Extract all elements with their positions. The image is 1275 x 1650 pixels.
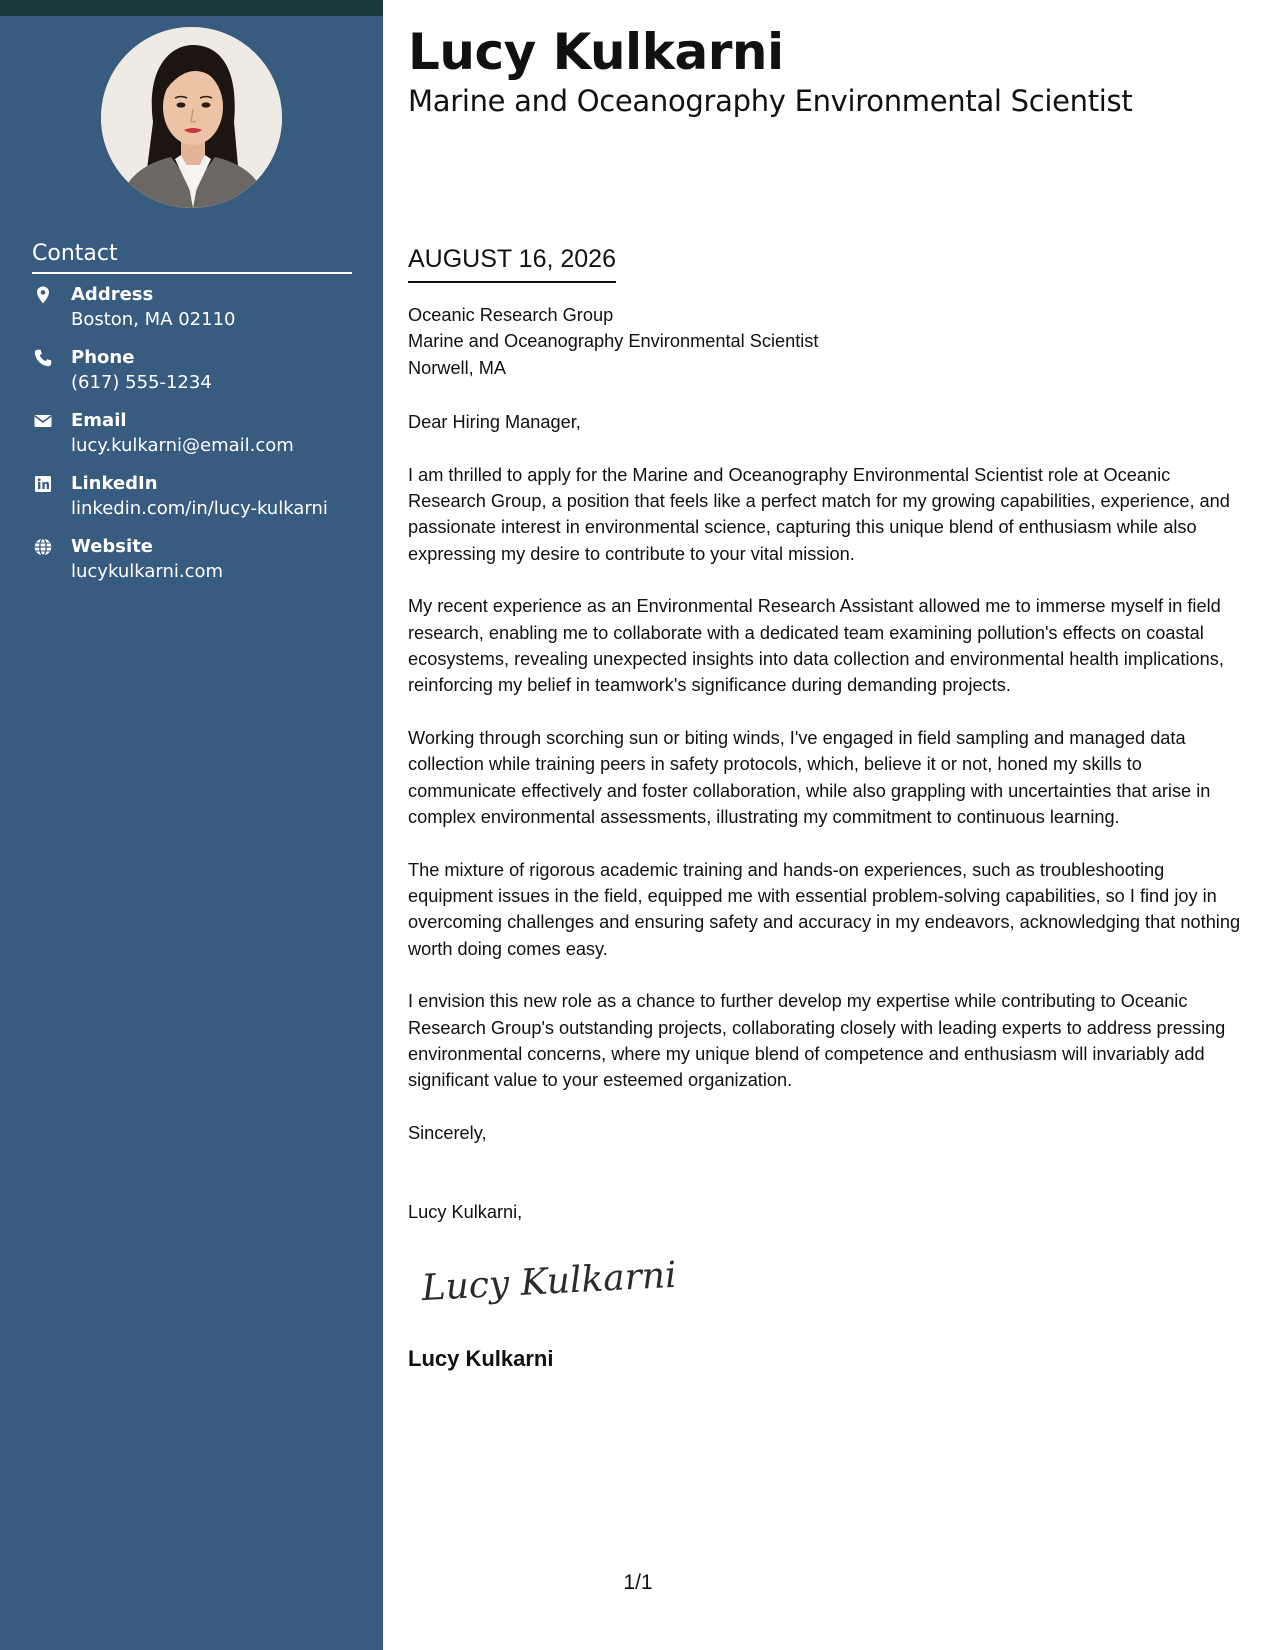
- recipient-company: Oceanic Research Group: [408, 305, 614, 325]
- contact-label: Address: [71, 284, 154, 305]
- profile-photo: [101, 27, 282, 208]
- linkedin-icon: [34, 475, 52, 493]
- signature-text: Lucy Kulkarni: [420, 1254, 678, 1310]
- letter-date: AUGUST 16, 2026: [408, 243, 616, 283]
- closing: Sincerely,: [408, 1122, 487, 1143]
- handwritten-signature: [418, 1250, 678, 1320]
- sign-off-name: Lucy Kulkarni,: [408, 1202, 523, 1223]
- body-paragraph: The mixture of rigorous academic training and hands-on experiences, such as troubleshooting equipment issues in the field, equipped me with essential problem-solving capabilities, so I find joy in overcoming challenges and ensuring safety and accuracy in my endeavors, acknowledging that nothing worth doing comes easy.: [408, 859, 1241, 959]
- address-value: Boston, MA 02110: [71, 309, 236, 330]
- contact-heading: Contact: [32, 240, 352, 274]
- contact-item-website: [32, 536, 362, 599]
- contact-list: [32, 284, 362, 599]
- envelope-icon: [34, 412, 52, 430]
- candidate-name: Lucy Kulkarni: [408, 23, 784, 81]
- phone-icon: [34, 349, 52, 367]
- website-value[interactable]: lucykulkarni.com: [71, 561, 224, 582]
- contact-item-address: [32, 284, 362, 347]
- contact-label: LinkedIn: [71, 473, 158, 494]
- contact-label: Email: [71, 410, 127, 431]
- contact-item-linkedin: [32, 473, 362, 536]
- recipient-location: Norwell, MA: [408, 357, 507, 378]
- body-paragraph: My recent experience as an Environmental Research Assistant allowed me to immerse myself in field research, enabling me to collaborate with a dedicated team examining pollution's effects on coastal ecosystems, revealing unexpected insights into data collection and environmental health implications, reinforcing my belief in teamwork's significance during demanding projects.: [408, 596, 1224, 696]
- body-paragraph: Working through scorching sun or biting winds, I've engaged in field sampling and managed data collection while training peers in safety protocols, which, believe it or not, honed my skills to communicate effectively and foster collaboration, while also grappling with uncertainties that arise in complex environmental assessments, illustrating my commitment to continuous learning.: [408, 727, 1211, 828]
- body-paragraph: I envision this new role as a chance to further develop my expertise while contributing to Oceanic Research Group's outstanding projects, collaborating closely with leading experts to address pressing environmental concerns, where my unique blend of competence and enthusiasm will invariably add significant value to your esteemed organization.: [408, 991, 1226, 1091]
- contact-label: Phone: [71, 347, 135, 368]
- globe-icon: [34, 538, 52, 556]
- job-title: Marine and Oceanography Environmental Scientist: [408, 84, 1133, 118]
- sidebar: [0, 0, 383, 1650]
- contact-item-email: [32, 410, 362, 473]
- salutation: Dear Hiring Manager,: [408, 412, 581, 433]
- recipient-position: Marine and Oceanography Environmental Scientist: [408, 331, 819, 352]
- map-pin-icon: [34, 286, 52, 304]
- contact-label: Website: [71, 536, 154, 557]
- email-value[interactable]: lucy.kulkarni@email.com: [71, 435, 294, 456]
- contact-item-phone: [32, 347, 362, 410]
- body-paragraph: I am thrilled to apply for the Marine and Oceanography Environmental Scientist role at Oceanic Research Group, a position that feels like a perfect match for my growing capabilities, experience, and passionate interest in environmental science, capturing this unique blend of enthusiasm while also expressing my desire to contribute to your vital mission.: [408, 464, 1230, 564]
- phone-value[interactable]: (617) 555-1234: [71, 372, 212, 393]
- recipient-block: [408, 302, 1248, 381]
- linkedin-value[interactable]: linkedin.com/in/lucy-kulkarni: [71, 498, 328, 519]
- page-number: 1/1: [623, 1571, 653, 1594]
- sidebar-top-bar: [0, 0, 383, 16]
- printed-name: Lucy Kulkarni: [408, 1346, 554, 1371]
- letter-body: [408, 302, 1248, 1226]
